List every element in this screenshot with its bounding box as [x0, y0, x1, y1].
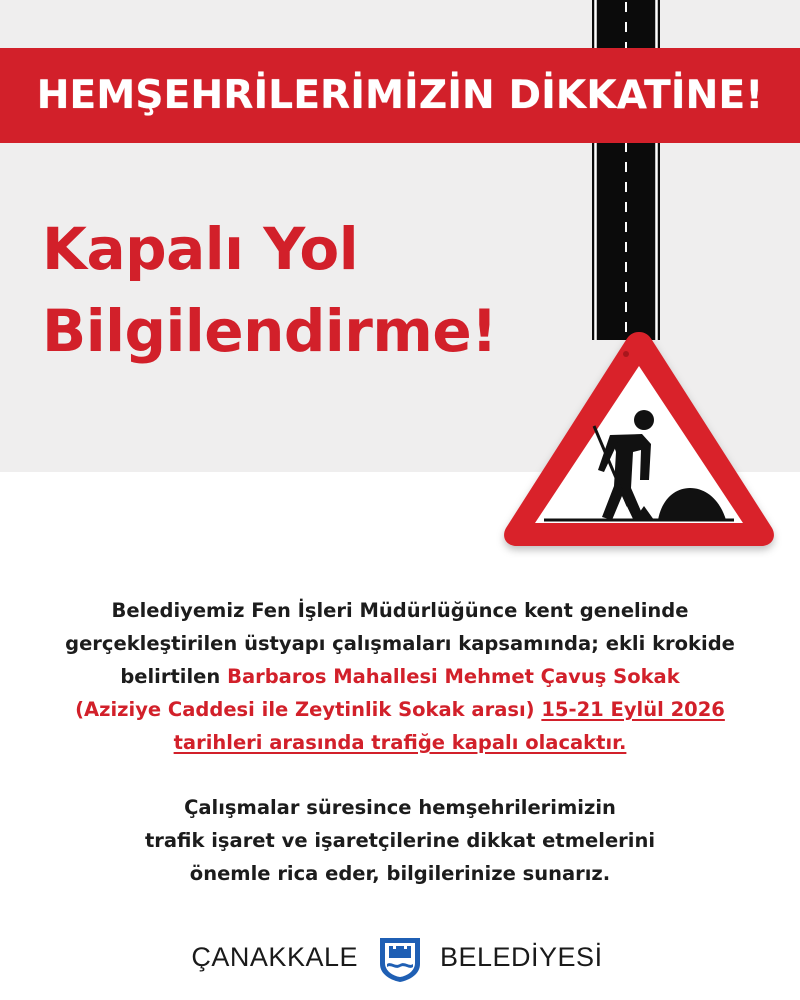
notice-line: Belediyemiz Fen İşleri Müdürlüğünce kent genelinde: [111, 599, 689, 622]
request-paragraph: [30, 791, 770, 890]
notice-line: [30, 660, 770, 693]
notice-text: belirtilen: [120, 665, 228, 688]
footer-municipality: BELEDİYESİ: [440, 942, 603, 972]
notice-paragraph: [30, 594, 770, 759]
notice-line: [30, 693, 770, 726]
attention-banner: [0, 48, 800, 143]
municipality-crest-icon: [376, 934, 424, 984]
notice-line: gerçekleştirilen üstyapı çalışmaları kapsamında; ekli krokide: [65, 632, 735, 655]
banner-title: HEMŞEHRİLERİMİZİN DİKKATİNE!: [36, 73, 764, 118]
title-line-1: Kapalı Yol: [42, 215, 359, 283]
date-range: 15-21 Eylül 2026: [541, 698, 725, 721]
footer: [0, 930, 800, 986]
notice-line: [30, 726, 770, 759]
request-line: trafik işaret ve işaretçilerine dikkat etmelerini: [144, 829, 656, 852]
footer-city: ÇANAKKALE: [191, 942, 358, 972]
page-title: [42, 208, 497, 372]
location-range: (Aziziye Caddesi ile Zeytinlik Sokak arası): [75, 698, 542, 721]
request-line: Çalışmalar süresince hemşehrilerimizin: [184, 796, 616, 819]
title-line-2: Bilgilendirme!: [42, 297, 498, 365]
location-highlight: Barbaros Mahallesi Mehmet Çavuş Sokak: [227, 665, 680, 688]
request-line: önemle rica eder, bilgilerinize sunarız.: [189, 862, 611, 885]
closure-statement: tarihleri arasında trafiğe kapalı olacaktır.: [173, 731, 627, 754]
roadwork-warning-sign-icon: [494, 320, 784, 558]
